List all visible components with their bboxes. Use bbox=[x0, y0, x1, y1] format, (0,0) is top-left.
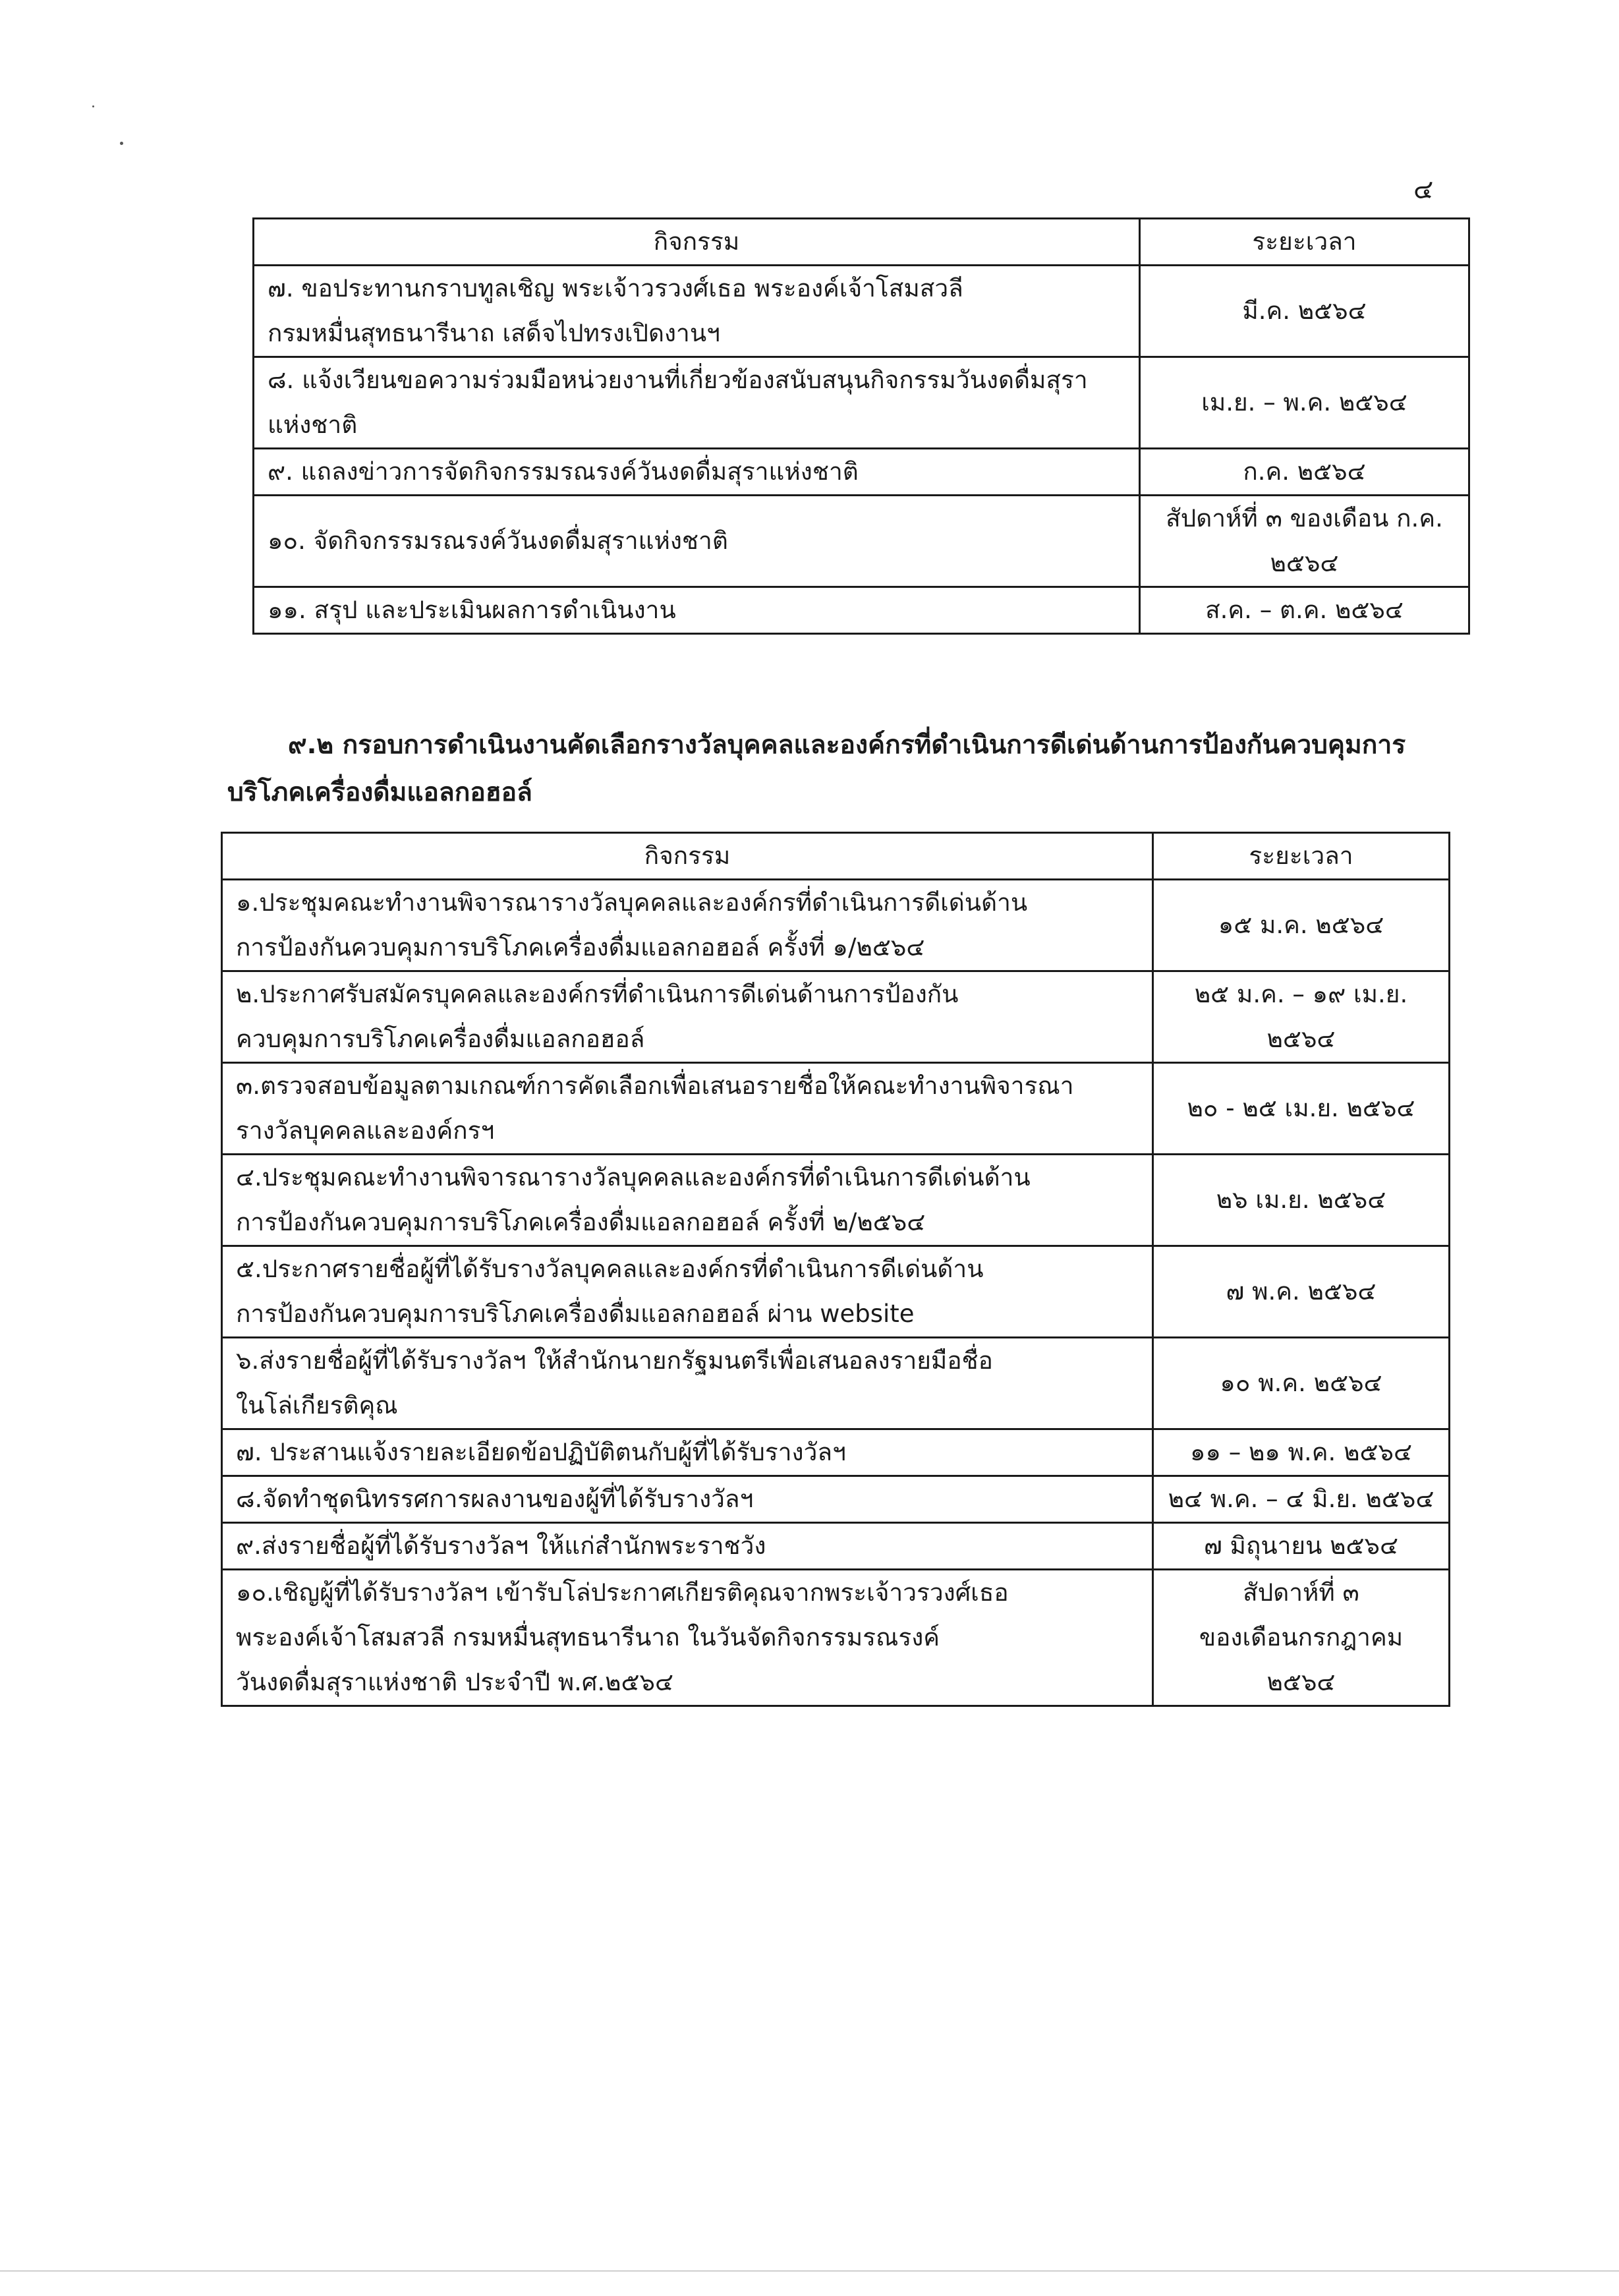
period-line: ๒๐ - ๒๕ เม.ย. ๒๕๖๔ bbox=[1187, 1094, 1415, 1122]
activity-line: แห่งชาติ bbox=[268, 411, 358, 439]
activity-line: ควบคุมการบริโภคเครื่องดื่มแอลกอฮอล์ bbox=[236, 1025, 645, 1053]
table-row bbox=[222, 1155, 1450, 1246]
activity-line: ๑๐. จัดกิจกรรมรณรงค์วันงดดื่มสุราแห่งชาติ bbox=[268, 527, 728, 555]
table-row bbox=[254, 449, 1469, 496]
table-row bbox=[222, 1429, 1450, 1476]
table-row bbox=[254, 357, 1469, 449]
table-row bbox=[222, 971, 1450, 1063]
period-cell bbox=[1153, 1338, 1450, 1429]
period-cell bbox=[1153, 1429, 1450, 1476]
period-cell bbox=[1140, 357, 1469, 449]
period-cell bbox=[1140, 449, 1469, 496]
header-activity: กิจกรรม bbox=[254, 219, 1140, 266]
activity-line: ๒.ประกาศรับสมัครบุคคลและองค์กรที่ดำเนินการดีเด่นด้านการป้องกัน bbox=[236, 980, 959, 1008]
table-header-row bbox=[254, 219, 1469, 266]
activity-cell bbox=[222, 1476, 1153, 1523]
period-line: ๒๕๖๔ bbox=[1266, 1668, 1336, 1696]
activity-cell bbox=[254, 587, 1140, 634]
period-line: ส.ค. – ต.ค. ๒๕๖๔ bbox=[1205, 596, 1404, 624]
activity-cell bbox=[222, 1063, 1153, 1155]
activity-line: ๔.ประชุมคณะทำงานพิจารณารางวัลบุคคลและองค์กรที่ดำเนินการดีเด่นด้าน bbox=[236, 1163, 1031, 1191]
period-line: ๗ พ.ค. ๒๕๖๔ bbox=[1226, 1277, 1377, 1306]
table-row bbox=[254, 496, 1469, 587]
period-line: ๑๕ ม.ค. ๒๕๖๔ bbox=[1218, 911, 1384, 939]
scan-speck bbox=[120, 142, 123, 145]
period-cell bbox=[1153, 880, 1450, 971]
header-period: ระยะเวลา bbox=[1140, 219, 1469, 266]
table-row bbox=[222, 1338, 1450, 1429]
table-row bbox=[222, 1570, 1450, 1706]
period-cell bbox=[1153, 1476, 1450, 1523]
page-number: ๔ bbox=[1413, 175, 1434, 205]
period-line: สัปดาห์ที่ ๓ ของเดือน ก.ค. bbox=[1166, 504, 1443, 532]
table-header-row bbox=[222, 833, 1450, 880]
scan-speck bbox=[92, 105, 94, 107]
activity-line: วันงดดื่มสุราแห่งชาติ ประจำปี พ.ศ.๒๕๖๔ bbox=[236, 1668, 674, 1696]
activity-line: การป้องกันควบคุมการบริโภคเครื่องดื่มแอลกอฮอล์ ครั้งที่ ๒/๒๕๖๔ bbox=[236, 1208, 926, 1236]
period-cell bbox=[1140, 587, 1469, 634]
period-cell bbox=[1153, 1523, 1450, 1570]
activity-line: การป้องกันควบคุมการบริโภคเครื่องดื่มแอลกอฮอล์ ผ่าน website bbox=[236, 1300, 915, 1328]
activity-line: ๘. แจ้งเวียนขอความร่วมมือหน่วยงานที่เกี่ยวข้องสนับสนุนกิจกรรมวันงดดื่มสุรา bbox=[268, 366, 1088, 394]
period-line: ๗ มิถุนายน ๒๕๖๔ bbox=[1203, 1532, 1399, 1560]
activity-line: ๑.ประชุมคณะทำงานพิจารณารางวัลบุคคลและองค์กรที่ดำเนินการดีเด่นด้าน bbox=[236, 888, 1028, 917]
activity-cell bbox=[222, 971, 1153, 1063]
period-line: ๒๔ พ.ค. – ๔ มิ.ย. ๒๕๖๔ bbox=[1168, 1485, 1434, 1513]
schedule-table-1 bbox=[252, 217, 1470, 635]
scan-edge-line bbox=[0, 2270, 1619, 2272]
activity-line: ๗. ประสานแจ้งรายละเอียดข้อปฏิบัติตนกับผู้ที่ได้รับรางวัลฯ bbox=[236, 1438, 846, 1466]
activity-line: ๑๐.เชิญผู้ที่ได้รับรางวัลฯ เข้ารับโล่ประกาศเกียรติคุณจากพระเจ้าวรวงศ์เธอ bbox=[236, 1578, 1009, 1607]
activity-cell bbox=[222, 1246, 1153, 1338]
period-line: ๑๐ พ.ค. ๒๕๖๔ bbox=[1220, 1369, 1382, 1397]
activity-cell bbox=[222, 1429, 1153, 1476]
activity-cell bbox=[254, 449, 1140, 496]
activity-line: ๙. แถลงข่าวการจัดกิจกรรมรณรงค์วันงดดื่มสุราแห่งชาติ bbox=[268, 457, 859, 486]
period-line: มี.ค. ๒๕๖๔ bbox=[1242, 297, 1367, 325]
period-line: ก.ค. ๒๕๖๔ bbox=[1243, 457, 1366, 486]
activity-line: ๑๑. สรุป และประเมินผลการดำเนินงาน bbox=[268, 596, 676, 624]
header-activity: กิจกรรม bbox=[222, 833, 1153, 880]
period-line: ของเดือนกรกฎาคม bbox=[1199, 1623, 1404, 1651]
header-period: ระยะเวลา bbox=[1153, 833, 1450, 880]
activity-line: ๗. ขอประทานกราบทูลเชิญ พระเจ้าวรวงศ์เธอ พระองค์เจ้าโสมสวลี bbox=[268, 274, 963, 302]
table-row bbox=[222, 1063, 1450, 1155]
period-line: ๒๕๖๔ bbox=[1270, 549, 1339, 577]
schedule-table-2 bbox=[221, 832, 1450, 1707]
activity-cell bbox=[222, 1155, 1153, 1246]
activity-cell bbox=[254, 496, 1140, 587]
table-row bbox=[222, 1476, 1450, 1523]
activity-line: กรมหมื่นสุทธนารีนาถ เสด็จไปทรงเปิดงานฯ bbox=[268, 319, 720, 347]
section-heading: ๙.๒ กรอบการดำเนินงานคัดเลือกรางวัลบุคคลและองค์กรที่ดำเนินการดีเด่นด้านการป้องกันควบคุมการบริโภคเครื่องดื่มแอลกอฮอล์ bbox=[227, 730, 1406, 807]
table-row bbox=[222, 880, 1450, 971]
period-cell bbox=[1153, 1063, 1450, 1155]
period-cell bbox=[1153, 1246, 1450, 1338]
period-line: ๒๕๖๔ bbox=[1266, 1025, 1336, 1053]
activity-line: ๘.จัดทำชุดนิทรรศการผลงานของผู้ที่ได้รับรางวัลฯ bbox=[236, 1485, 754, 1513]
period-cell bbox=[1140, 266, 1469, 357]
activity-line: ๖.ส่งรายชื่อผู้ที่ได้รับรางวัลฯ ให้สำนักนายกรัฐมนตรีเพื่อเสนอลงรายมือชื่อ bbox=[236, 1346, 993, 1375]
table-row bbox=[254, 587, 1469, 634]
period-line: ๒๕ ม.ค. – ๑๙ เม.ย. bbox=[1194, 980, 1408, 1008]
activity-cell bbox=[222, 1570, 1153, 1706]
period-cell bbox=[1153, 1155, 1450, 1246]
activity-cell bbox=[222, 1523, 1153, 1570]
activity-line: ๓.ตรวจสอบข้อมูลตามเกณฑ์การคัดเลือกเพื่อเสนอรายชื่อให้คณะทำงานพิจารณา bbox=[236, 1072, 1074, 1100]
period-line: ๒๖ เม.ย. ๒๕๖๔ bbox=[1216, 1186, 1386, 1214]
period-cell bbox=[1153, 1570, 1450, 1706]
activity-cell bbox=[254, 266, 1140, 357]
activity-line: ๙.ส่งรายชื่อผู้ที่ได้รับรางวัลฯ ให้แก่สำนักพระราชวัง bbox=[236, 1532, 766, 1560]
activity-line: พระองค์เจ้าโสมสวลี กรมหมื่นสุทธนารีนาถ ในวันจัดกิจกรรมรณรงค์ bbox=[236, 1623, 940, 1651]
activity-line: การป้องกันควบคุมการบริโภคเครื่องดื่มแอลกอฮอล์ ครั้งที่ ๑/๒๕๖๔ bbox=[236, 933, 925, 961]
table1-body bbox=[254, 266, 1469, 634]
period-line: สัปดาห์ที่ ๓ bbox=[1243, 1578, 1359, 1607]
activity-cell bbox=[222, 1338, 1153, 1429]
period-cell bbox=[1140, 496, 1469, 587]
period-line: ๑๑ – ๒๑ พ.ค. ๒๕๖๔ bbox=[1190, 1438, 1412, 1466]
table2-body bbox=[222, 880, 1450, 1706]
activity-line: รางวัลบุคคลและองค์กรฯ bbox=[236, 1116, 495, 1145]
activity-cell bbox=[222, 880, 1153, 971]
activity-cell bbox=[254, 357, 1140, 449]
period-line: เม.ย. – พ.ค. ๒๕๖๔ bbox=[1201, 388, 1407, 416]
table-row bbox=[254, 266, 1469, 357]
period-cell bbox=[1153, 971, 1450, 1063]
activity-line: ในโล่เกียรติคุณ bbox=[236, 1391, 398, 1420]
table-row bbox=[222, 1246, 1450, 1338]
activity-line: ๕.ประกาศรายชื่อผู้ที่ได้รับรางวัลบุคคลและองค์กรที่ดำเนินการดีเด่นด้าน bbox=[236, 1255, 984, 1283]
table-row bbox=[222, 1523, 1450, 1570]
